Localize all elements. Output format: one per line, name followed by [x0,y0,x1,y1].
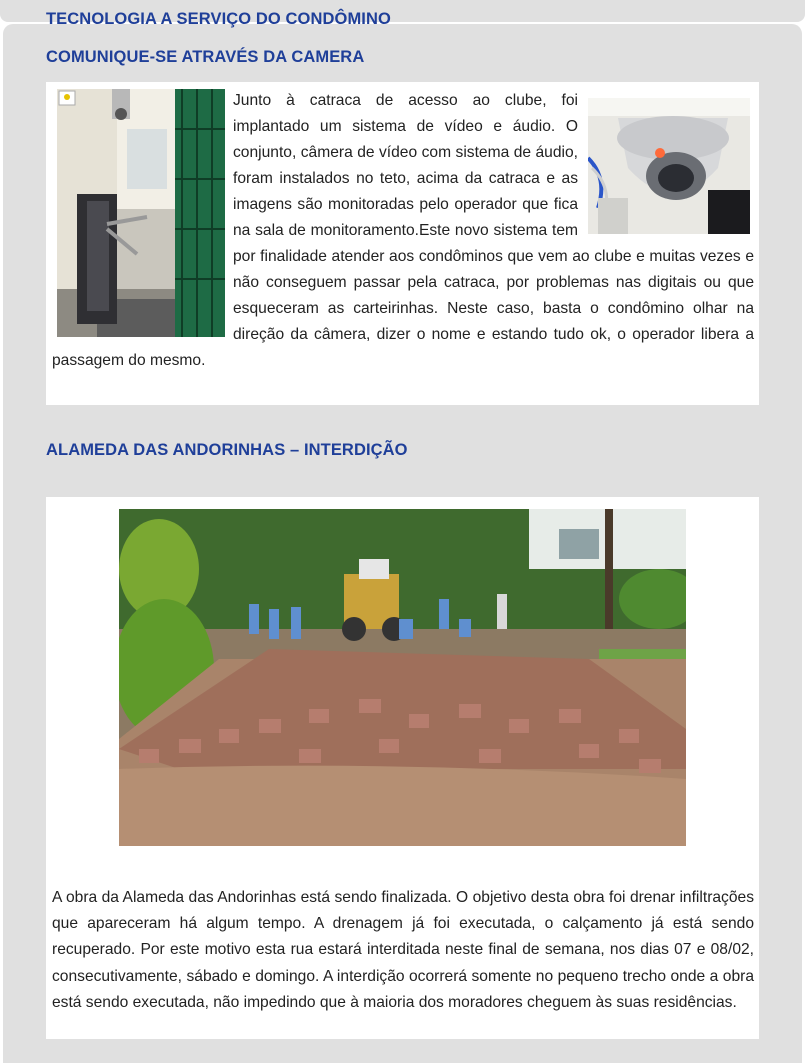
roadwork-photo [119,509,686,846]
camera-photo [588,98,750,234]
article2-box [46,497,759,1039]
article2-body: A obra da Alameda das Andorinhas está sendo finalizada. O objetivo desta obra foi drenar infiltrações que apareceram há algum tempo. A drenagem já foi executada, o calçamento já está sendo recuperado. Por este motivo esta rua estará interditada neste final de semana, nos dias 07 e 08/02, consecutivamente, sábado e domingo. A interdição ocorrerá somente no pequeno trecho onde a obra está sendo executada, não impedindo que à maioria dos moradores cheguem às suas residências. [52,889,754,1011]
article1-title: COMUNIQUE-SE ATRAVÉS DA CAMERA [46,48,365,66]
article2-title: ALAMEDA DAS ANDORINHAS – INTERDIÇÃO [46,441,408,459]
turnstile-photo [57,89,225,337]
section-title: TECNOLOGIA A SERVIÇO DO CONDÔMINO [46,10,391,28]
news-panel [3,10,802,1063]
article1-body: Junto à catraca de acesso ao clube, foi implantado um sistema de vídeo e áudio. O conjunto, câmera de vídeo com sistema de áudio, foram instalados no teto, acima da catraca e as imagens são monitoradas pelo operador que fica na sala de monitoramento.Este novo sistema tem por finalidade atender aos condôminos que vem ao clube e muitas vezes e não conseguem passar pela catraca, por problemas nas digitais ou que esqueceram as carteirinhas. Neste caso, basta o condômino olhar na direção da câmera, dizer o nome e estando tudo ok, o operador libera a passagem do mesmo. [52,92,754,369]
article1-box [46,82,759,405]
